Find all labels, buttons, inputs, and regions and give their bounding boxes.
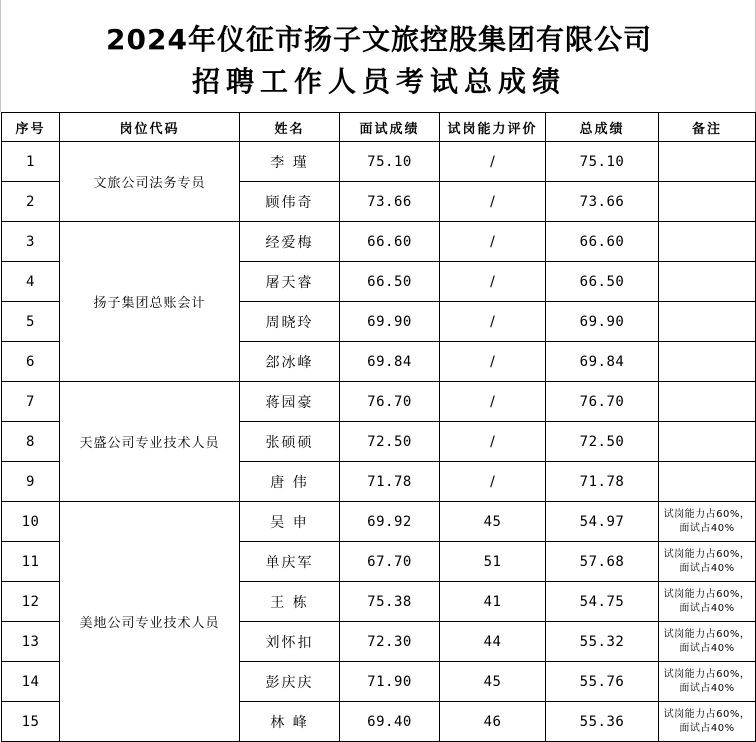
cell-remark: 试岗能力占60%，面试占40% [659, 662, 756, 702]
cell-position: 扬子集团总账会计 [60, 222, 240, 382]
header-seq: 序号 [2, 113, 60, 142]
cell-remark: 试岗能力占60%，面试占40% [659, 702, 756, 742]
title-block [0, 0, 756, 112]
cell-seq: 1 [2, 142, 60, 182]
cell-total: 76.70 [546, 382, 659, 422]
cell-remark [659, 462, 756, 502]
cell-seq: 5 [2, 302, 60, 342]
cell-trial: / [440, 462, 546, 502]
cell-remark: 试岗能力占60%，面试占40% [659, 622, 756, 662]
table-header-row [2, 113, 756, 142]
cell-total: 54.97 [546, 502, 659, 542]
cell-position: 文旅公司法务专员 [60, 142, 240, 222]
cell-seq: 14 [2, 662, 60, 702]
header-total-score: 总成绩 [546, 113, 659, 142]
cell-name: 刘怀扣 [240, 622, 340, 662]
cell-trial: / [440, 262, 546, 302]
cell-interview: 67.70 [340, 542, 440, 582]
cell-position: 天盛公司专业技术人员 [60, 382, 240, 502]
cell-name: 张硕硕 [240, 422, 340, 462]
cell-name: 蒋园豪 [240, 382, 340, 422]
cell-remark: 试岗能力占60%，面试占40% [659, 582, 756, 622]
cell-total: 66.60 [546, 222, 659, 262]
cell-interview: 72.30 [340, 622, 440, 662]
cell-remark [659, 382, 756, 422]
cell-total: 55.36 [546, 702, 659, 742]
cell-name: 郐冰峰 [240, 342, 340, 382]
cell-seq: 15 [2, 702, 60, 742]
cell-seq: 3 [2, 222, 60, 262]
cell-seq: 9 [2, 462, 60, 502]
cell-trial: / [440, 382, 546, 422]
table-row [2, 142, 756, 182]
title-line-1: 2024年仪征市扬子文旅控股集团有限公司 [106, 23, 652, 56]
cell-name: 李 瑾 [240, 142, 340, 182]
cell-interview: 69.90 [340, 302, 440, 342]
cell-interview: 72.50 [340, 422, 440, 462]
header-interview-score: 面试成绩 [340, 113, 440, 142]
header-trial-evaluation: 试岗能力评价 [440, 113, 546, 142]
table-row [2, 382, 756, 422]
cell-trial: / [440, 222, 546, 262]
cell-trial: 51 [440, 542, 546, 582]
cell-seq: 2 [2, 182, 60, 222]
cell-total: 55.76 [546, 662, 659, 702]
cell-interview: 75.10 [340, 142, 440, 182]
cell-position: 美地公司专业技术人员 [60, 502, 240, 742]
cell-seq: 11 [2, 542, 60, 582]
cell-remark: 试岗能力占60%，面试占40% [659, 502, 756, 542]
cell-interview: 69.40 [340, 702, 440, 742]
cell-remark [659, 182, 756, 222]
header-position-code: 岗位代码 [60, 113, 240, 142]
cell-trial: 45 [440, 662, 546, 702]
score-table [1, 112, 756, 742]
cell-remark [659, 142, 756, 182]
cell-name: 经爱梅 [240, 222, 340, 262]
cell-remark [659, 422, 756, 462]
cell-name: 彭庆庆 [240, 662, 340, 702]
cell-name: 屠天睿 [240, 262, 340, 302]
cell-total: 71.78 [546, 462, 659, 502]
cell-name: 周晓玲 [240, 302, 340, 342]
cell-total: 73.66 [546, 182, 659, 222]
cell-remark [659, 302, 756, 342]
cell-name: 单庆军 [240, 542, 340, 582]
cell-name: 唐 伟 [240, 462, 340, 502]
cell-seq: 6 [2, 342, 60, 382]
cell-total: 69.90 [546, 302, 659, 342]
cell-total: 66.50 [546, 262, 659, 302]
cell-interview: 76.70 [340, 382, 440, 422]
cell-interview: 71.90 [340, 662, 440, 702]
cell-interview: 66.60 [340, 222, 440, 262]
cell-total: 72.50 [546, 422, 659, 462]
cell-total: 54.75 [546, 582, 659, 622]
cell-total: 69.84 [546, 342, 659, 382]
header-remark: 备注 [659, 113, 756, 142]
cell-remark [659, 342, 756, 382]
cell-name: 王 栋 [240, 582, 340, 622]
cell-trial: 45 [440, 502, 546, 542]
cell-trial: 41 [440, 582, 546, 622]
cell-seq: 7 [2, 382, 60, 422]
cell-seq: 13 [2, 622, 60, 662]
cell-interview: 69.84 [340, 342, 440, 382]
cell-interview: 69.92 [340, 502, 440, 542]
cell-remark: 试岗能力占60%，面试占40% [659, 542, 756, 582]
cell-trial: 46 [440, 702, 546, 742]
cell-trial: 44 [440, 622, 546, 662]
cell-remark [659, 222, 756, 262]
header-name: 姓名 [240, 113, 340, 142]
cell-interview: 73.66 [340, 182, 440, 222]
cell-total: 55.32 [546, 622, 659, 662]
table-row [2, 222, 756, 262]
cell-interview: 71.78 [340, 462, 440, 502]
cell-trial: / [440, 142, 546, 182]
cell-remark [659, 262, 756, 302]
cell-trial: / [440, 422, 546, 462]
title-line-2: 招聘工作人员考试总成绩 [191, 65, 566, 98]
cell-trial: / [440, 342, 546, 382]
cell-trial: / [440, 182, 546, 222]
cell-name: 吴 申 [240, 502, 340, 542]
cell-name: 林 峰 [240, 702, 340, 742]
cell-seq: 10 [2, 502, 60, 542]
table-row [2, 502, 756, 542]
cell-total: 75.10 [546, 142, 659, 182]
cell-seq: 4 [2, 262, 60, 302]
cell-name: 顾伟奇 [240, 182, 340, 222]
cell-interview: 66.50 [340, 262, 440, 302]
cell-seq: 12 [2, 582, 60, 622]
cell-seq: 8 [2, 422, 60, 462]
cell-trial: / [440, 302, 546, 342]
cell-total: 57.68 [546, 542, 659, 582]
cell-interview: 75.38 [340, 582, 440, 622]
